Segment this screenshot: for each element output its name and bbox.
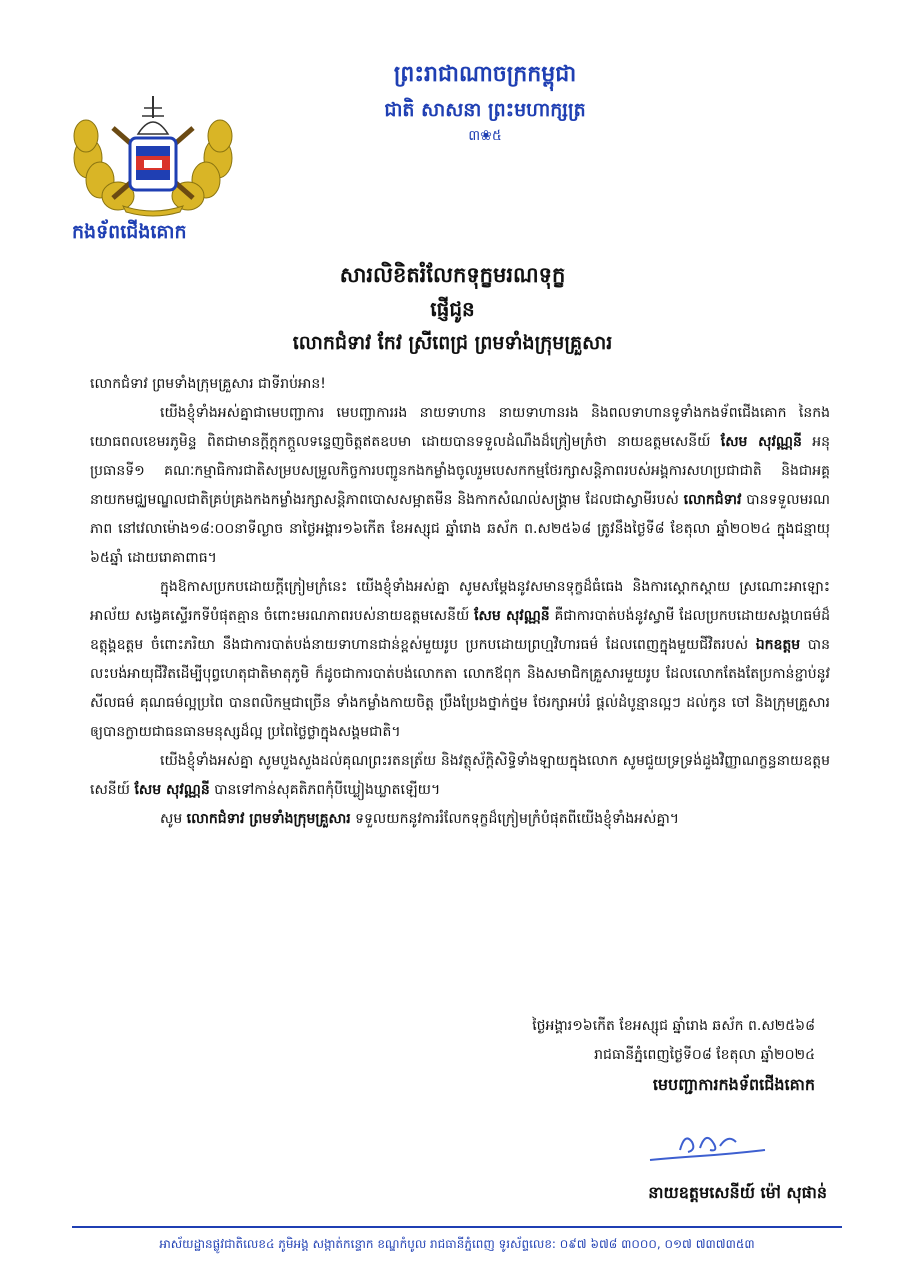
paragraph-text: បានទៅកាន់សុគតិភពកុំបីឃ្លៀងឃ្លាតឡើយ។ (214, 782, 441, 798)
paragraph-text: បានលះបង់អាយុជីវិតដើម្បីបុព្វហេតុជាតិមាតុភូមិ ក៏ដូចជាការបាត់បង់លោកតា លោកឪពុក និងសមាជិកគ្រួសារមួយរូប ដែលលោកតែងតែប្រកាន់ខ្ជាប់នូវសីលធម៌ គុណធម៌ល្អប្រពៃ បានពលិកម្មជាច្រើន ទាំងកម្លាំងកាយចិត្ត ប្រឹងប្រែងថ្នាក់ថ្នម ថែរក្សាអប់រំ ផ្ដល់ដំបូន្មានល្អៗ ដល់កូន ចៅ និងក្រុមគ្រួសារ ឲ្យបានក្លាយជាធនធានមនុស្សដ៏ល្អ ប្រពៃថ្លៃថ្លាក្នុងសង្គមជាតិ។ (90, 637, 830, 740)
paragraph-text: សូម (160, 811, 183, 827)
paragraph-text: យើងខ្ញុំទាំងអស់គ្នាជាមេបញ្ជាការ មេបញ្ជាការរង នាយទាហាន នាយទាហានរង និងពលទាហានទូទាំងកងទ័ពជើងគោក នៃកងយោធពលខេមរភូមិន្ទ ពិតជាមានក្ដីក្ដុកក្ដួលទន្ទេញចិត្តឥតឧបមា ដោយបានទទួលដំណឹងដ៏ក្រៀមក្រំថា នាយឧត្តមសេនីយ៍ (90, 405, 830, 450)
paragraph-text: ក្នុងឱកាសប្រកបដោយក្ដីក្រៀមក្រំនេះ យើងខ្ញុំទាំងអស់គ្នា សូមសម្ដែងនូវសមានទុក្ខដ៏ធំធេង និងការស្ដោកស្ដាយ ស្រណោះអាឡោះអាល័យ សង្វេគស្ទើរកទីបំផុតគ្មាន ចំពោះមរណភាពរបស់នាយឧត្តមសេនីយ៍ (90, 579, 830, 624)
deceased-name: សែម សុវណ្ណនី (134, 782, 210, 798)
letter-recipient: លោកជំទាវ កែវ ស្រីពេជ្រ ព្រមទាំងក្រុមគ្រួសារ (292, 332, 613, 354)
ornament-divider: ៣❀៥ (468, 128, 502, 144)
footer-address: អាស័យដ្ឋានផ្លូវជាតិលេខ៤ ភូមិអង្គ សង្កាត់កន្ទោក ខណ្ឌកំបូល រាជធានីភ្នំពេញ ទូរស័ព្ទលេខ: ០៩៧ ៦៧៨ ៣០០០, ០១៧ ៧៣៧៣៥៣ (159, 1237, 755, 1251)
national-motto: ជាតិ សាសនា ព្រះមហាក្សត្រ (384, 99, 586, 121)
letter-title: សារលិខិតរំលែកទុក្ខមរណទុក្ខ (339, 263, 566, 287)
honorific: ឯកឧត្តម (755, 637, 801, 653)
paragraph-3 (90, 747, 830, 805)
paragraph-text: បានទទួលមរណភាព នៅវេលាម៉ោង១៨:០០នាទីល្ងាច នាថ្ងៃអង្គារ១៦កើត ខែអស្សុជ ឆ្នាំរោង ឆស័ក ព.ស២៥៦៨ ត្រូវនឹងថ្ងៃទី៨ ខែតុលា ឆ្នាំ២០២៤ ក្នុងជន្មាយុ ៦៥ឆ្នាំ ដោយរោគាពាធ។ (90, 492, 831, 566)
paragraph-1 (90, 399, 830, 573)
paragraph-4 (90, 805, 830, 834)
salutation: លោកជំទាវ ព្រមទាំងក្រុមគ្រួសារ ជាទីរាប់អាន! (90, 376, 326, 392)
lunar-date: ថ្ងៃអង្គារ១៦កើត ខែអស្សុជ ឆ្នាំរោង ឆស័ក ព.ស២៥៦៨ (532, 1018, 815, 1034)
kingdom-heading: ព្រះរាជាណាចក្រកម្ពុជា (393, 62, 577, 87)
honorific: លោកជំទាវ ព្រមទាំងក្រុមគ្រួសារ (186, 811, 351, 827)
handwritten-signature (640, 1120, 780, 1170)
signer-name: នាយឧត្តមសេនីយ៍ ម៉ៅ សុផាន់ (648, 1183, 827, 1202)
letterhead (270, 58, 700, 146)
deceased-name: សែម សុវណ្ណនី (720, 434, 802, 450)
paragraph-text: អនុប្រធានទី១ គណៈកម្មាធិការជាតិសម្របសម្រួលកិច្ចការបញ្ជូនកងកម្លាំងចូលរួមបេសកកម្មថែរក្សាសន្តិភាពរបស់អង្គការសហប្រជាជាតិ និងជាអគ្គនាយកមជ្ឈមណ្ឌលជាតិគ្រប់គ្រងកងកម្លាំងរក្សាសន្តិភាពបោសសម្អាតមីន និងកាកសំណល់សង្គ្រាម ដែលជាស្វាមីរបស់ (90, 434, 831, 508)
paragraph-text: យើងខ្ញុំទាំងអស់គ្នា សូមបួងសួងដល់គុណព្រះរតនត្រ័យ និងវត្ថុស័ក្តិសិទ្ធិទាំងឡាយក្នុងលោក សូមជួយទ្រទ្រង់ដួងវិញ្ញាណក្ខន្ធនាយឧត្តមសេនីយ៍ (90, 753, 830, 798)
deceased-name: សែម សុវណ្ណនី (474, 608, 550, 624)
paragraph-text: ទទួលយកនូវការរំលែកទុក្ខដ៏ក្រៀមក្រំបំផុតពីយើងខ្ញុំទាំងអស់គ្នា។ (355, 811, 680, 827)
footer-divider (72, 1226, 842, 1228)
paragraph-text: គឺជាការបាត់បង់នូវស្វាមី ដែលប្រកបដោយសង្គហធម៌ដ៏ឧត្តុង្គឧត្តម ចំពោះភរិយា នឹងជាការបាត់បង់នាយទាហានជាន់ខ្ពស់មួយរូប ប្រកបដោយព្រហ្មវិហារធម៌ ដែលពេញក្នុងមួយជីវិតរបស់ (90, 608, 830, 653)
date-block (532, 1012, 815, 1070)
title-block (100, 258, 805, 360)
army-name: កងទ័ពជើងគោក (72, 221, 187, 243)
solar-date: រាជធានីភ្នំពេញថ្ងៃទី០៨ ខែតុលា ឆ្នាំ២០២៤ (594, 1047, 815, 1063)
letter-subtitle: ផ្ញើជូន (430, 297, 475, 321)
signer-organization: មេបញ្ជាការកងទ័ពជើងគោក (652, 1075, 815, 1094)
paragraph-2 (90, 573, 830, 747)
army-emblem-icon (68, 88, 238, 218)
honorific: លោកជំទាវ (683, 492, 742, 508)
letter-body (90, 370, 830, 834)
